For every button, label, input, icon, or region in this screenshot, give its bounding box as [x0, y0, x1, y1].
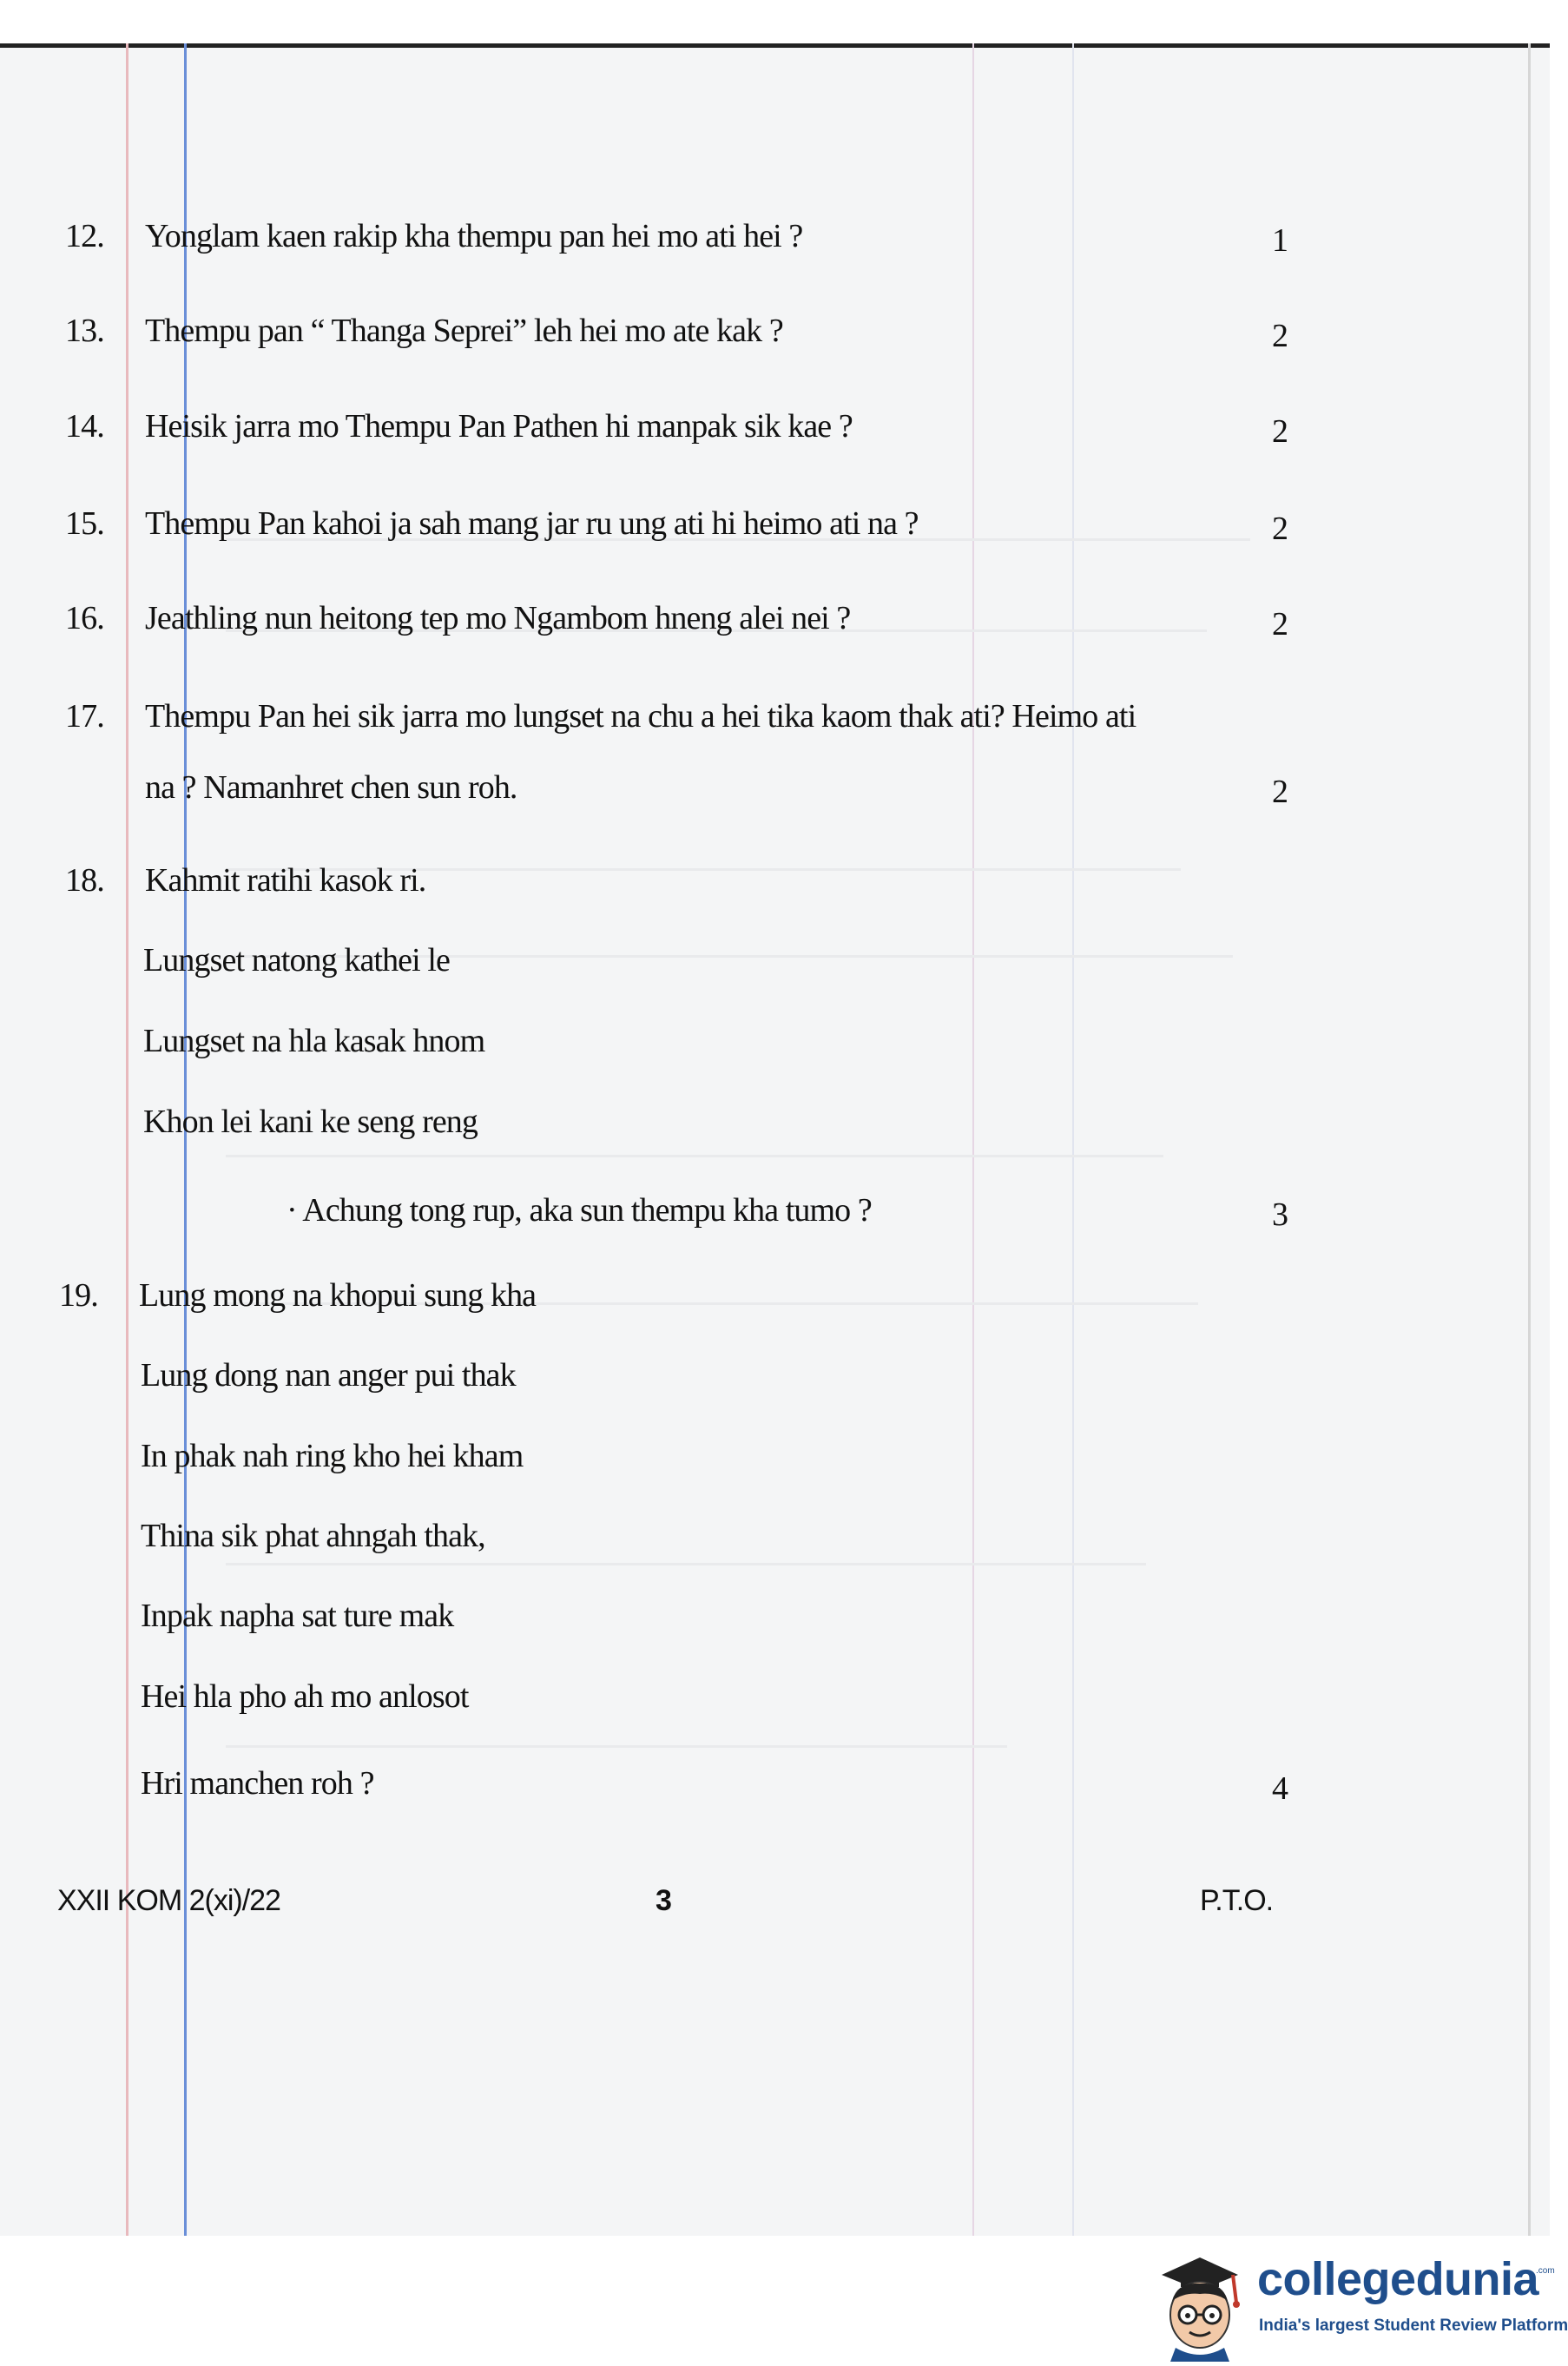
poem-line: Thina sik phat ahngah thak,	[141, 1518, 485, 1554]
question-17-continuation: na ? Namanhret chen sun roh.	[145, 769, 517, 806]
question-15-marks: 2	[1272, 511, 1288, 547]
question-number: 15.	[65, 505, 104, 542]
question-17-marks: 2	[1272, 774, 1288, 810]
mascot-icon	[1146, 2240, 1255, 2362]
faint-ruling-line	[1528, 43, 1531, 2236]
faint-ruling-line	[972, 43, 974, 2236]
question-18-marks: 3	[1272, 1196, 1288, 1233]
question-19-marks: 4	[1272, 1770, 1288, 1807]
poem-line: Khon lei kani ke seng reng	[143, 1104, 478, 1140]
question-text: Thempu pan “ Thanga Seprei” leh hei mo ate kak ?	[145, 313, 783, 349]
question-number: 12.	[65, 218, 104, 254]
faint-ruling-line	[1072, 43, 1074, 2236]
question-12-marks: 1	[1272, 222, 1288, 259]
question-text: Lung mong na khopui sung kha	[139, 1277, 537, 1314]
question-13-marks: 2	[1272, 318, 1288, 354]
poem-line: Lung dong nan anger pui thak	[141, 1357, 516, 1394]
page-top-margin	[0, 0, 1550, 43]
poem-line: In phak nah ring kho hei kham	[141, 1438, 524, 1474]
question-18-prompt-text: Achung tong rup, aka sun thempu kha tumo ?	[302, 1192, 872, 1229]
poem-line: Lungset natong kathei le	[143, 942, 451, 979]
show-through-text	[226, 1563, 1146, 1565]
question-16-marks: 2	[1272, 606, 1288, 643]
question-text: Thempu Pan hei sik jarra mo lungset na chu a hei tika kaom thak ati? Heimo ati	[145, 698, 1136, 735]
question-number: 14.	[65, 408, 104, 445]
question-text: Jeathling nun heitong tep mo Ngambom hneng alei nei ?	[145, 600, 851, 636]
question-number: 18.	[65, 862, 104, 899]
poem-line: Hei hla pho ah mo anlosot	[141, 1678, 469, 1715]
question-18-prompt	[287, 1194, 872, 1227]
question-number: 17.	[65, 698, 104, 735]
page-number: 3	[656, 1884, 672, 1917]
brand-name: collegedunia	[1257, 2253, 1539, 2305]
brand-tagline: India's largest Student Review Platform	[1259, 2317, 1568, 2335]
pto-label: P.T.O.	[1200, 1884, 1274, 1917]
poem-line: Hri manchen roh ?	[141, 1765, 374, 1802]
question-text: Kahmit ratihi kasok ri.	[145, 862, 426, 899]
collegedunia-logo	[1146, 2240, 1568, 2362]
question-14-marks: 2	[1272, 413, 1288, 450]
page-top-border	[0, 43, 1550, 48]
question-text: Thempu Pan kahoi ja sah mang jar ru ung ati hi heimo ati na ?	[145, 505, 919, 542]
question-number: 19.	[59, 1277, 98, 1314]
poem-line: Inpak napha sat ture mak	[141, 1598, 454, 1634]
question-text: Yonglam kaen rakip kha thempu pan hei mo ati hei ?	[145, 218, 803, 254]
poem-line: Lungset na hla kasak hnom	[143, 1023, 485, 1059]
question-number: 16.	[65, 600, 104, 636]
paper-code: XXII KOM 2(xi)/22	[57, 1884, 280, 1917]
question-text: Heisik jarra mo Thempu Pan Pathen hi manpak sik kae ?	[145, 408, 853, 445]
show-through-text	[226, 1745, 1007, 1748]
question-number: 13.	[65, 313, 104, 349]
bullet-dot: ·	[287, 1192, 297, 1229]
show-through-text	[226, 1155, 1163, 1157]
brand-domain-suffix: .com	[1536, 2266, 1555, 2276]
